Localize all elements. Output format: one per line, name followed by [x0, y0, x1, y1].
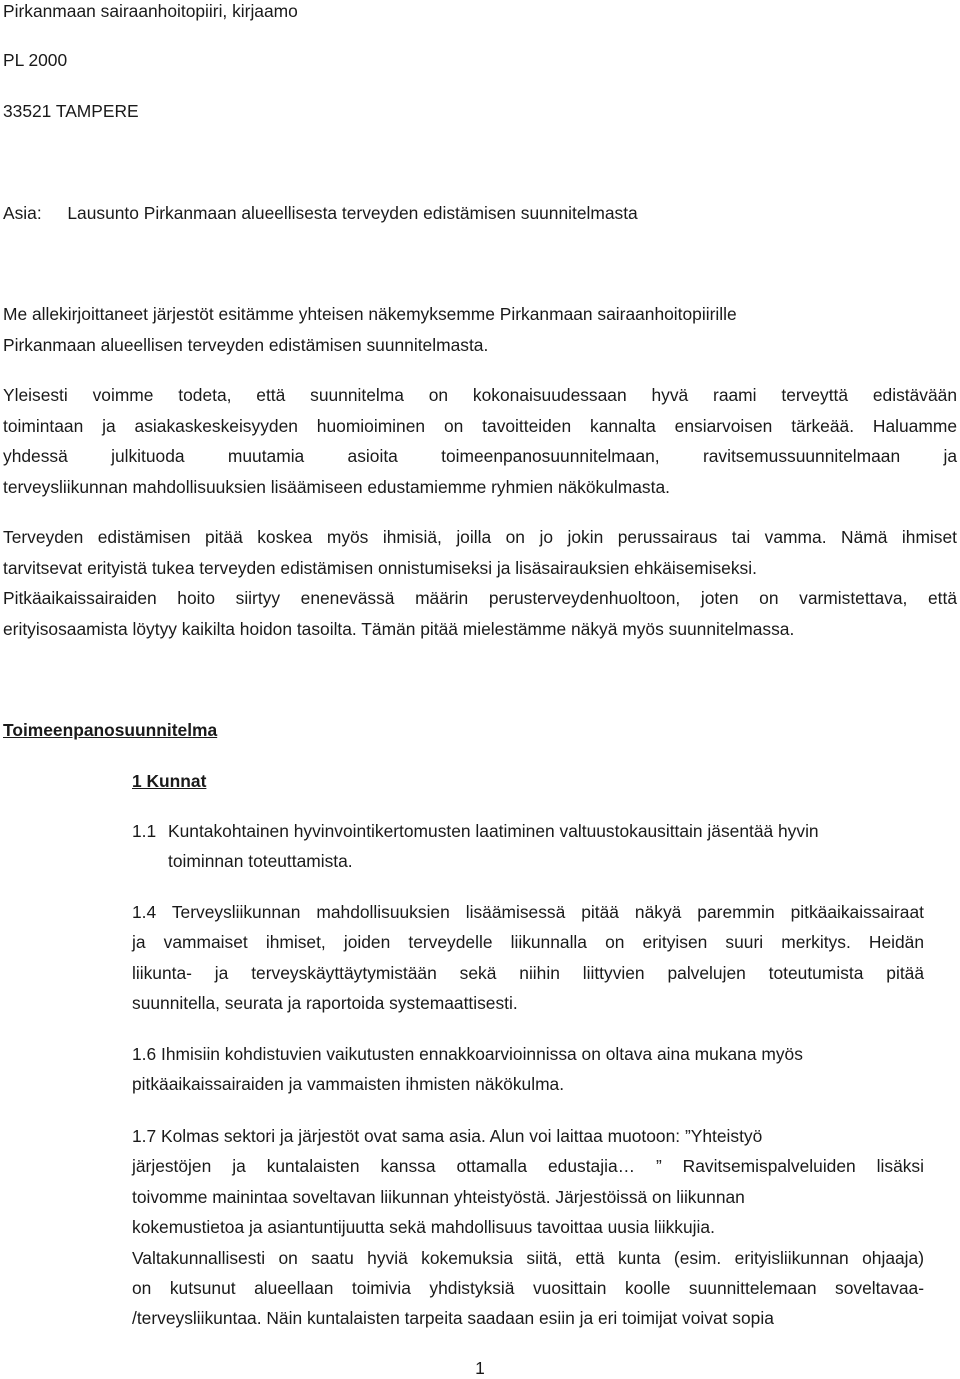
- item-1-1: [132, 820, 819, 842]
- intro-line-1: Me allekirjoittaneet järjestöt esitämme yhteisen näkemyksemme Pirkanmaan sairaanhoitopiirille: [3, 304, 737, 324]
- paragraph-health-promotion: [3, 526, 957, 648]
- paragraph-line: erityisosaamista löytyy kaikilta hoidon tasoilta. Tämän pitää mielestämme näkyä myös suunnitelmassa.: [3, 618, 795, 639]
- item-line: suunnitella, seurata ja raportoida systemaattisesti.: [132, 993, 518, 1014]
- item-line: Ihmisiin kohdistuvien vaikutusten ennakkoarvioinnissa on oltava aina mukana myös: [161, 1044, 803, 1064]
- item-number: 1.1: [132, 821, 157, 841]
- item-line: Valtakunnallisesti on saatu hyviä kokemuksia siitä, että kunta (esim. erityisliikunnan ohjaaja): [132, 1247, 924, 1268]
- page-number: 1: [475, 1358, 485, 1378]
- item-1-6: [132, 1043, 803, 1065]
- item-line: liikunta- ja terveyskäyttäytymistään sekä niihin liittyvien palvelujen toteutumista pitää: [132, 962, 924, 983]
- paragraph-line: terveysliikunnan mahdollisuuksien lisäämiseen edustamiemme ryhmien näkökulmasta.: [3, 476, 670, 497]
- item-line: on kutsunut alueellaan toimivia yhdistyksiä vuosittain koolle suunnittelemaan soveltavaa-: [132, 1277, 924, 1298]
- item-number: 1.6: [132, 1044, 157, 1064]
- subject-text: Lausunto Pirkanmaan alueellisesta terveyden edistämisen suunnitelmasta: [67, 203, 638, 223]
- subject-line: [3, 202, 638, 224]
- paragraph-line: yhdessä julkituoda muutamia asioita toimeenpanosuunnitelmaan, ravitsemussuunnitelmaan ja: [3, 446, 957, 467]
- subsection-heading: 1 Kunnat: [132, 771, 207, 791]
- paragraph-line: tarvitsevat erityistä tukea terveyden edistämisen onnistumiseksi ja lisäsairauksien ehkäisemiseksi.: [3, 557, 757, 578]
- item-line: kokemustietoa ja asiantuntijuutta sekä mahdollisuus tavoittaa uusia liikkujia.: [132, 1217, 715, 1238]
- item-line: /terveysliikuntaa. Näin kuntalaisten tarpeita saadaan esiin ja eri toimijat voivat sopia: [132, 1308, 774, 1329]
- paragraph-line: Terveyden edistämisen pitää koskea myös ihmisiä, joilla on jo jokin perussairaus tai vamma. Nämä ihmiset: [3, 527, 957, 547]
- item-number: 1.7: [132, 1126, 157, 1146]
- postal-city: 33521 TAMPERE: [3, 101, 139, 121]
- item-1-4: [132, 901, 924, 1023]
- item-line: 1.7 Kolmas sektori ja järjestöt ovat sama asia. Alun voi laittaa muotoon: ”Yhteistyö: [132, 1126, 763, 1146]
- paragraph-line: Yleisesti voimme todeta, että suunnitelma on kokonaisuudessaan hyvä raami terveyttä edistävään: [3, 385, 957, 405]
- recipient-name: Pirkanmaan sairaanhoitopiiri, kirjaamo: [3, 1, 298, 21]
- paragraph-general: [3, 384, 957, 506]
- item-line: järjestöjen ja kuntalaisten kanssa ottamalla edustajia… ” Ravitsemispalveluiden lisäksi: [132, 1156, 924, 1177]
- item-line: Kuntakohtainen hyvinvointikertomusten laatiminen valtuustokausittain jäsentää hyvin: [168, 821, 819, 841]
- paragraph-line: Pitkäaikaissairaiden hoito siirtyy enenevässä määrin perusterveydenhuoltoon, joten on varmistettava, että: [3, 588, 957, 609]
- item-line: 1.4 Terveysliikunnan mahdollisuuksien lisäämisessä pitää näkyä paremmin pitkäaikaissairaat: [132, 902, 924, 922]
- item-line: toivomme mainintaa soveltavan liikunnan yhteistyöstä. Järjestöissä on liikunnan: [132, 1186, 745, 1207]
- section-heading: Toimeenpanosuunnitelma: [3, 720, 218, 740]
- po-box: PL 2000: [3, 50, 68, 70]
- item-1-1-cont: toiminnan toteuttamista.: [168, 851, 353, 871]
- subject-label: Asia:: [3, 203, 42, 223]
- item-number: 1.4: [132, 902, 157, 922]
- paragraph-line: toimintaan ja asiakaskeskeisyyden huomioiminen on tavoitteiden kannalta ensiarvoisen tärkeää. Haluamme: [3, 415, 957, 436]
- item-1-6-cont: pitkäaikaissairaiden ja vammaisten ihmisten näkökulma.: [132, 1074, 565, 1094]
- item-1-7: [132, 1125, 924, 1338]
- intro-line-2: Pirkanmaan alueellisen terveyden edistämisen suunnitelmasta.: [3, 335, 489, 355]
- item-line: ja vammaiset ihmiset, joiden terveydelle liikunnalla on erityisen suuri merkitys. Heidän: [132, 932, 924, 953]
